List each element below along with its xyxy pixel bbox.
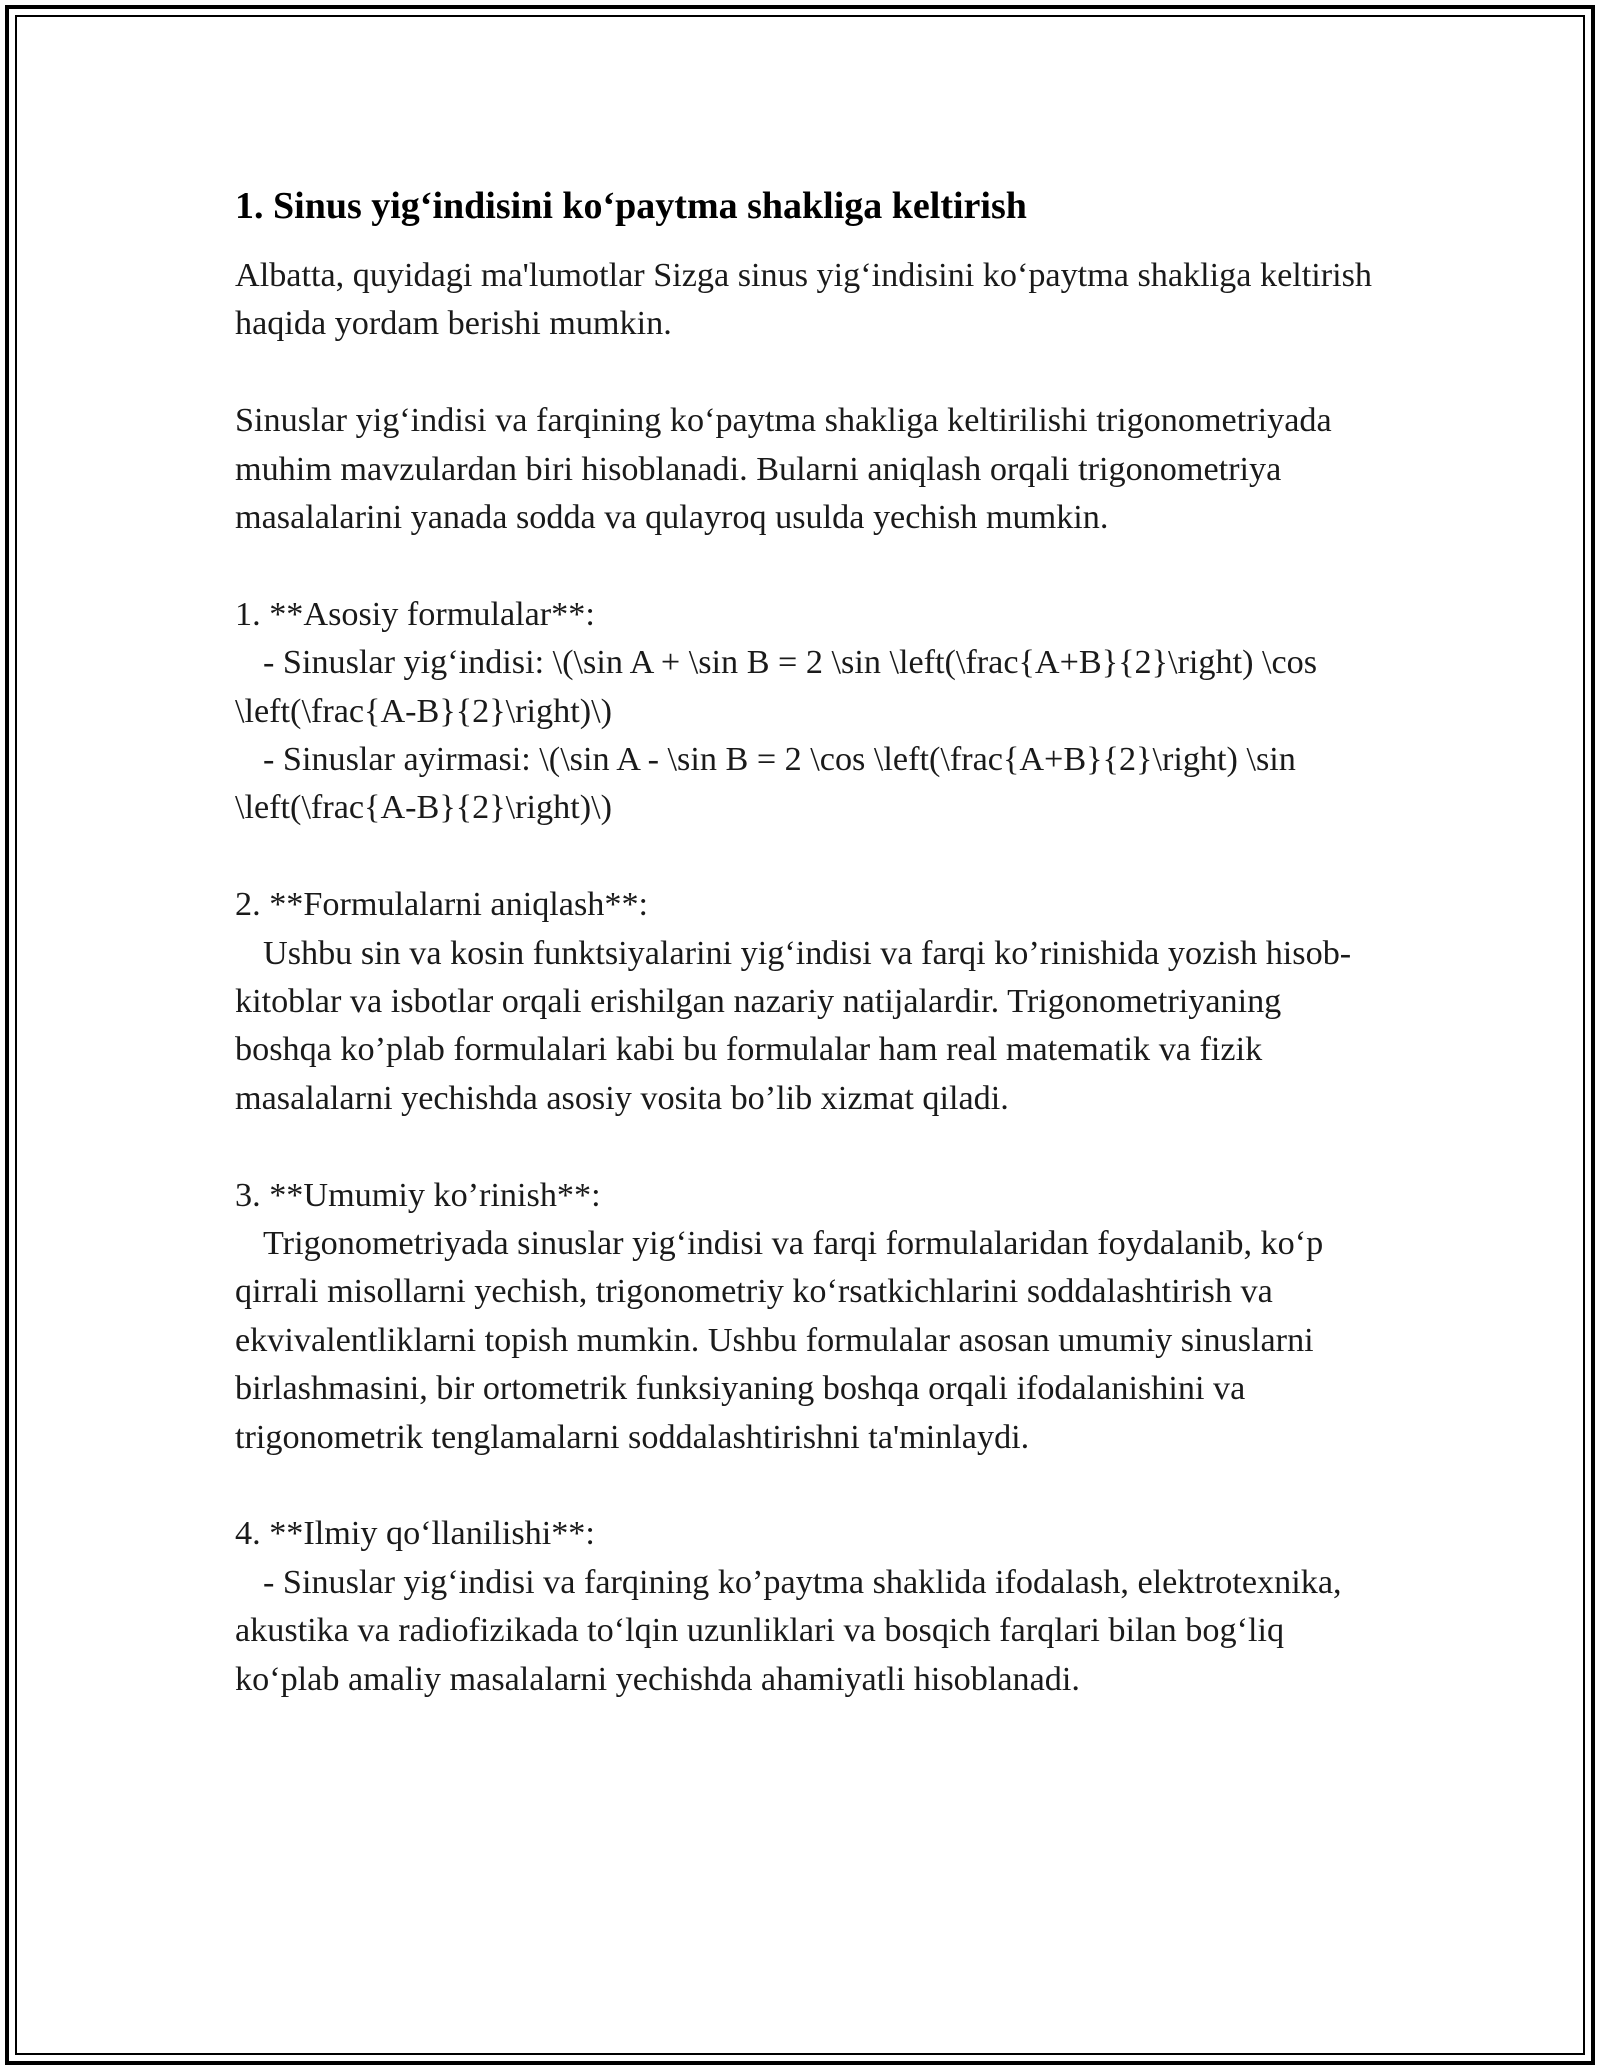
- document-title: 1. Sinus yig‘indisini ko‘paytma shakliga keltirish: [235, 185, 1027, 227]
- formula-line-difference: - Sinuslar ayirmasi: \(\sin A - \sin B = 2 \cos \left(\frac{A+B}{2}\right) \sin \left(\frac{A-B}{2}\right)\): [235, 741, 1305, 827]
- intro-paragraph: Albatta, quyidagi ma'lumotlar Sizga sinus yig‘indisini ko‘paytma shakliga keltirish haqida yordam berishi mumkin.: [235, 257, 1381, 343]
- document-body: [235, 182, 1381, 1753]
- section-scientific-application: [235, 1510, 1375, 1704]
- overview-paragraph: Sinuslar yig‘indisi va farqining ko‘paytma shakliga keltirilishi trigonometriyada muhim mavzulardan biri hisoblanadi. Bularni aniqlash orqali trigonometriya masalalarini yanada sodda va qulayroq usulda yechish mumkin.: [235, 402, 1341, 537]
- section-heading: 1. **Asosiy formulalar**:: [235, 595, 595, 633]
- section-heading: 4. **Ilmiy qo‘llanilishi**:: [235, 1515, 595, 1553]
- section-formula-derivation: [235, 881, 1375, 1123]
- section-general-view: [235, 1172, 1375, 1462]
- section-basic-formulas: [235, 591, 1375, 833]
- formula-line-sum: - Sinuslar yig‘indisi: \(\sin A + \sin B = 2 \sin \left(\frac{A+B}{2}\right) \cos \left(\frac{A-B}{2}\right)\): [235, 644, 1326, 730]
- section-text: Trigonometriyada sinuslar yig‘indisi va farqi formulalaridan foydalanib, ko‘p qirrali misollarni yechish, trigonometriy ko‘rsatkichlarini soddalashtirish va ekvivalentliklarni topish mumkin. Ushbu formulalar asosan umumiy sinuslarni birlashmasini, bir ortometrik funksiyaning boshqa orqali ifodalanishini va trigonometrik tenglamalarni soddalashtirishni ta'minlaydi.: [235, 1225, 1332, 1456]
- section-heading: 3. **Umumiy ko’rinish**:: [235, 1176, 601, 1214]
- section-text: Ushbu sin va kosin funktsiyalarini yig‘indisi va farqi ko’rinishida yozish hisob-kitoblar va isbotlar orqali erishilgan nazariy natijalardir. Trigonometriyaning boshqa ko’plab formulalari kabi bu formulalar ham real matematik va fizik masalalarni yechishda asosiy vosita bo’lib xizmat qiladi.: [235, 934, 1352, 1117]
- section-heading: 2. **Formulalarni aniqlash**:: [235, 886, 649, 924]
- section-text: - Sinuslar yig‘indisi va farqining ko’paytma shaklida ifodalash, elektrotexnika, akustika va radiofizikada to‘lqin uzunliklari va bosqich farqlari bilan bog‘liq ko‘plab amaliy masalalarni yechishda ahamiyatli hisoblanadi.: [235, 1563, 1351, 1698]
